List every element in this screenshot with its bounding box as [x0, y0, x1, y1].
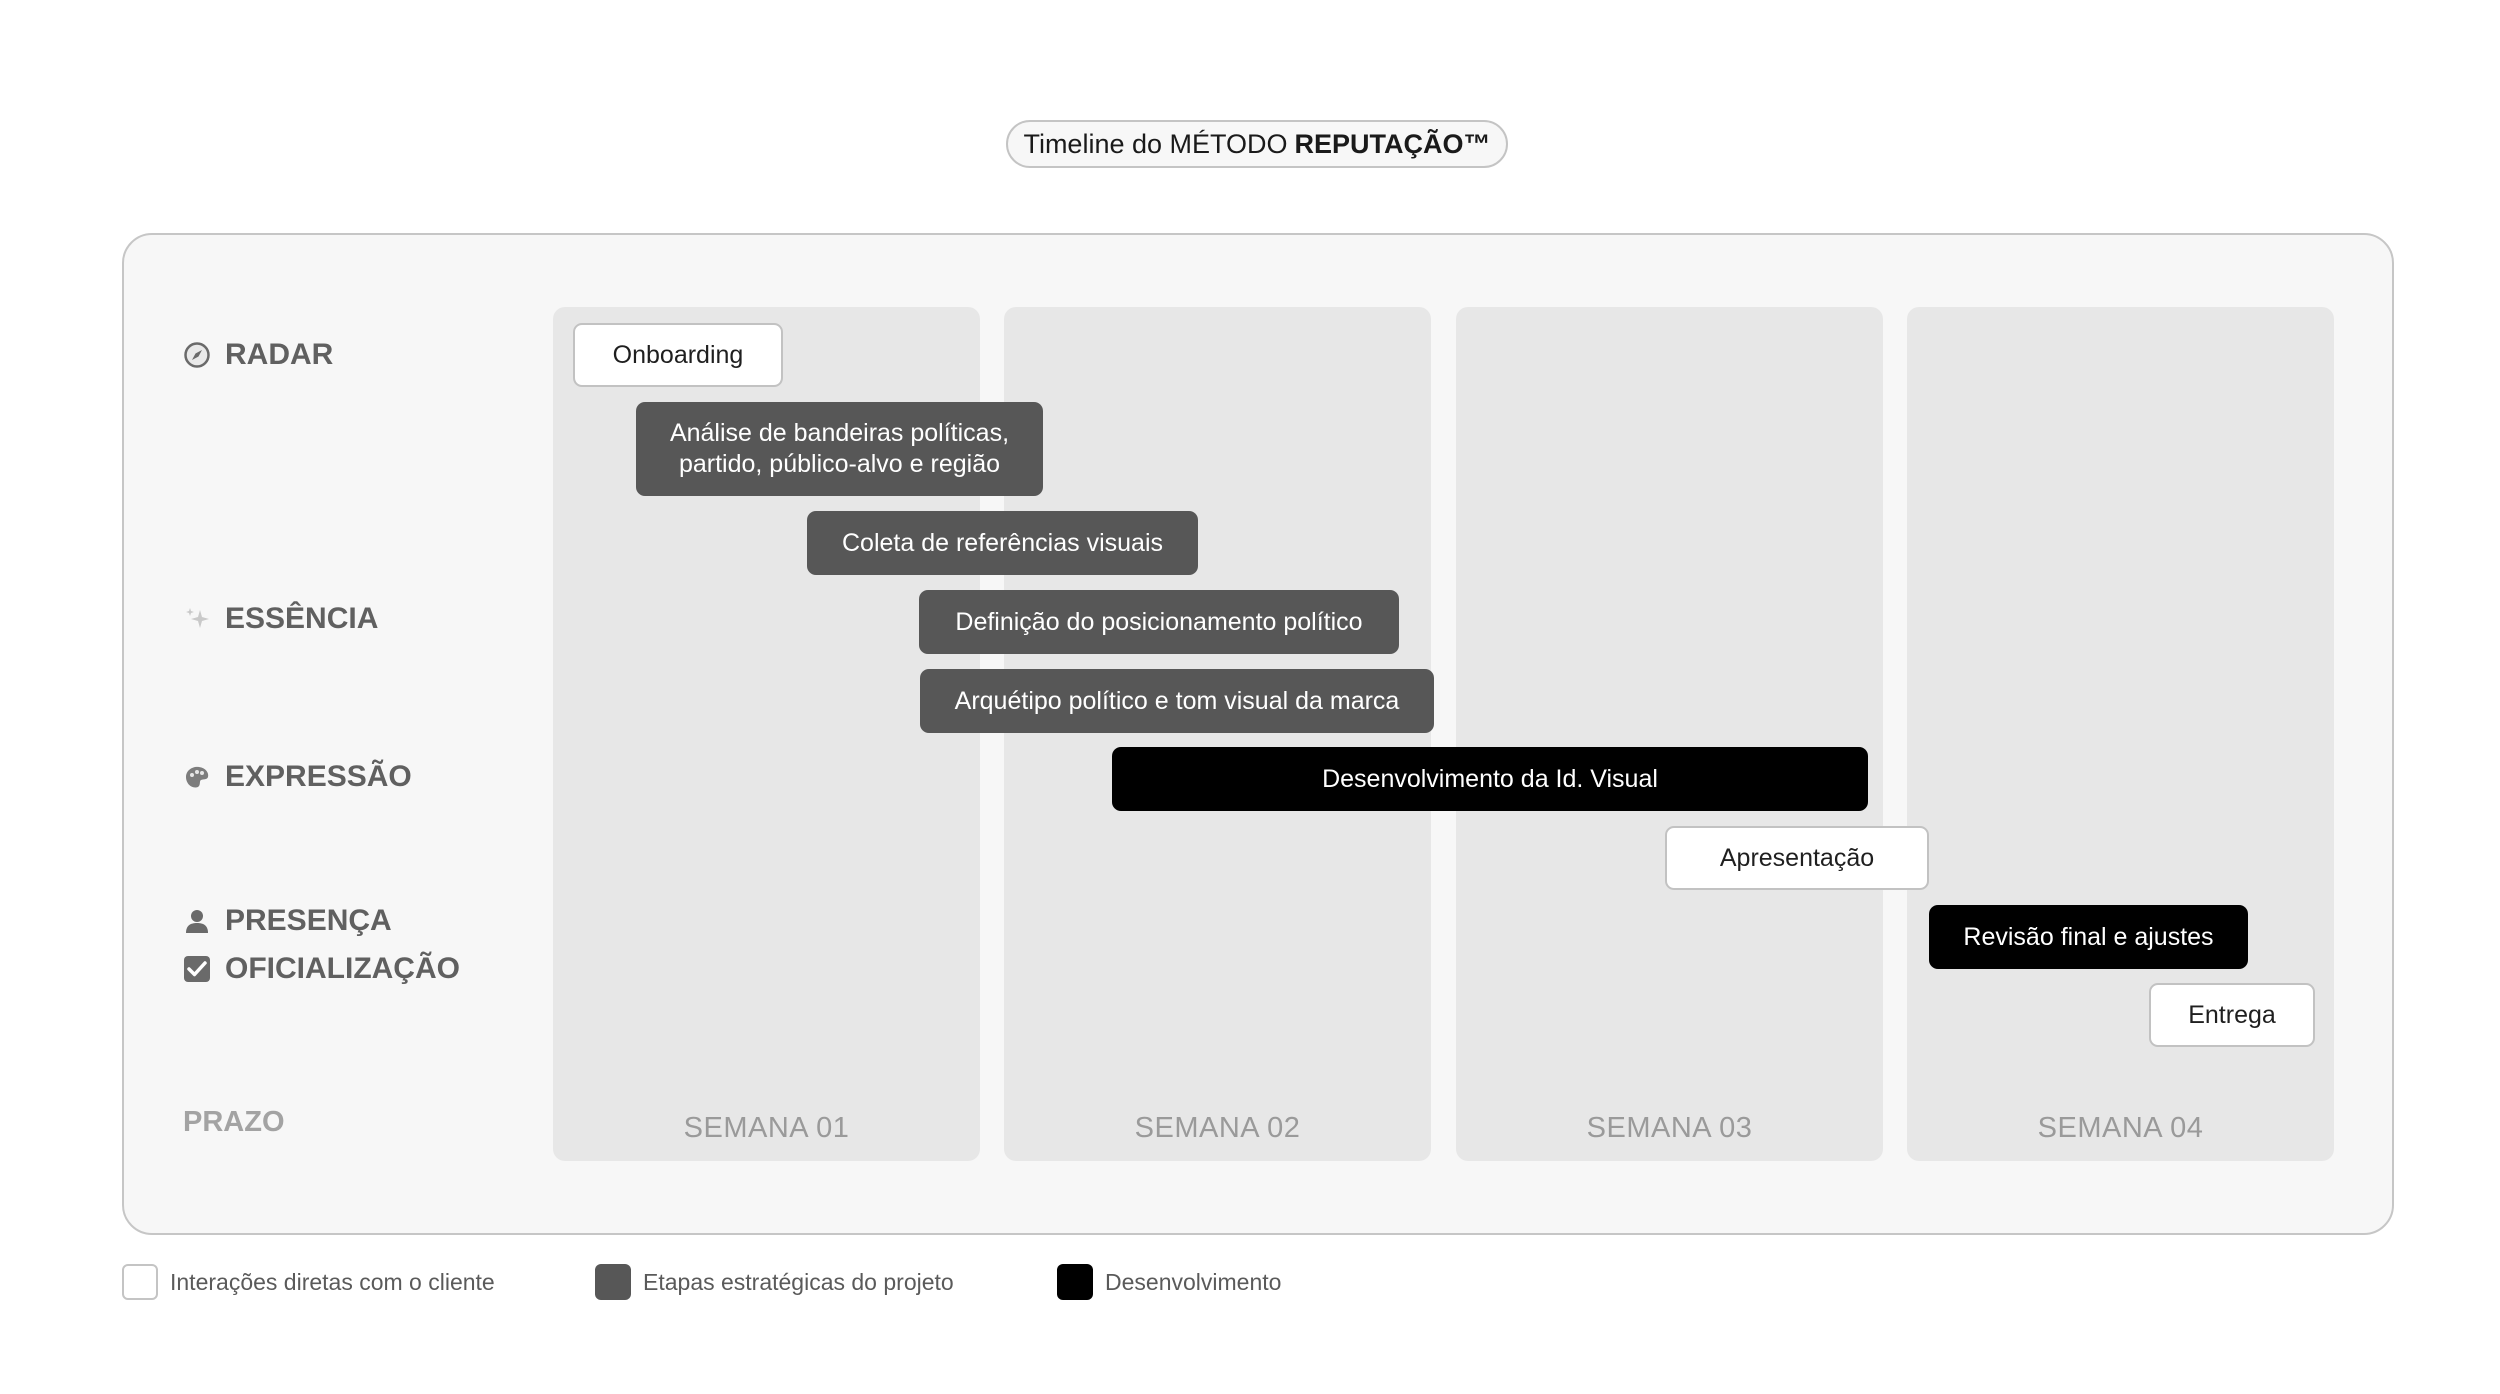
- task-label-line-2: partido, público-alvo e região: [678, 450, 1001, 478]
- legend-item-strategic: [595, 1264, 954, 1300]
- row-label-essencia: [183, 602, 378, 636]
- prazo-label: PRAZO: [183, 1106, 285, 1138]
- legend-label: Interações diretas com o cliente: [170, 1268, 495, 1295]
- legend-label: Etapas estratégicas do projeto: [643, 1268, 954, 1295]
- row-label-oficializacao: [183, 952, 460, 986]
- task-label: Desenvolvimento da Id. Visual: [1322, 764, 1658, 793]
- palette-icon: [183, 763, 211, 791]
- timeline-title: [1006, 120, 1508, 168]
- task-arquetipo-politico: [920, 669, 1434, 733]
- compass-icon: [183, 341, 211, 369]
- task-apresentacao: [1665, 826, 1929, 890]
- task-label: Entrega: [2188, 1000, 2276, 1029]
- row-label-text: PRESENÇA: [225, 904, 392, 937]
- row-label-radar: [183, 338, 333, 372]
- sparkles-icon: [183, 605, 211, 633]
- task-coleta-referencias: [807, 511, 1198, 575]
- checkbox-icon: [183, 955, 211, 983]
- task-definicao-posicionamento: [919, 590, 1399, 654]
- task-label: Revisão final e ajustes: [1963, 922, 2214, 951]
- person-icon: [183, 907, 211, 935]
- legend-swatch-gray: [595, 1264, 631, 1300]
- task-label-line-1: Análise de bandeiras políticas,: [669, 419, 1010, 447]
- week-label: SEMANA 01: [683, 1112, 850, 1144]
- task-label: Onboarding: [612, 340, 744, 369]
- task-desenvolvimento-id-visual: [1112, 747, 1868, 811]
- title-prefix: Timeline do MÉTODO: [1023, 128, 1288, 159]
- row-label-expressao: [183, 760, 412, 794]
- week-column-3: [1456, 307, 1883, 1161]
- task-label: Arquétipo político e tom visual da marca: [954, 686, 1400, 715]
- week-label: SEMANA 03: [1586, 1112, 1753, 1144]
- week-label: SEMANA 04: [2037, 1112, 2204, 1144]
- task-label: Coleta de referências visuais: [842, 528, 1163, 557]
- row-label-presenca: [183, 904, 392, 938]
- week-label: SEMANA 02: [1134, 1112, 1301, 1144]
- row-label-text: ESSÊNCIA: [225, 602, 379, 635]
- task-onboarding: [573, 323, 783, 387]
- row-label-text: RADAR: [225, 338, 334, 371]
- task-entrega: [2149, 983, 2315, 1047]
- row-label-text: OFICIALIZAÇÃO: [225, 952, 460, 985]
- task-label: Apresentação: [1719, 843, 1875, 872]
- week-column-2: [1004, 307, 1431, 1161]
- legend-label: Desenvolvimento: [1105, 1268, 1282, 1295]
- task-label: Definição do posicionamento político: [955, 607, 1363, 636]
- title-emphasis: REPUTAÇÃO™: [1294, 128, 1491, 159]
- legend-item-development: [1057, 1264, 1281, 1300]
- task-analise-bandeiras: [636, 402, 1043, 496]
- row-label-text: EXPRESSÃO: [225, 760, 412, 793]
- legend-item-client: [122, 1264, 495, 1300]
- task-revisao-final: [1929, 905, 2248, 969]
- legend-swatch-white: [122, 1264, 158, 1300]
- legend-swatch-black: [1057, 1264, 1093, 1300]
